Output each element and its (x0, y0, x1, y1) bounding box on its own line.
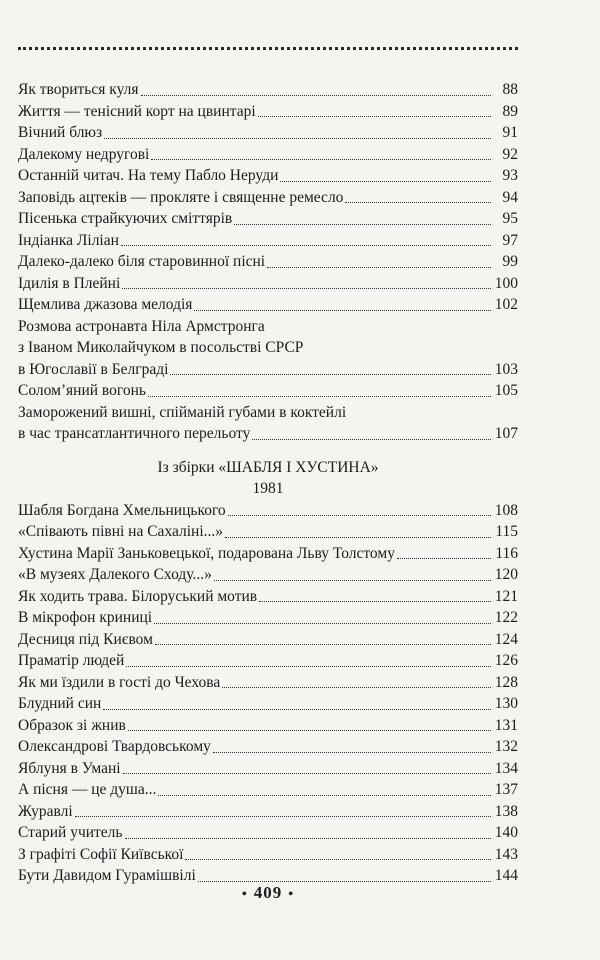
toc-entry-page: 99 (502, 253, 518, 270)
toc-entry (18, 230, 518, 252)
toc-entry-page: 122 (494, 609, 518, 626)
toc-entry-page: 120 (494, 566, 518, 583)
toc-entry-page: 121 (494, 587, 518, 605)
toc-entry-page: 97 (502, 231, 518, 249)
toc-entry-line: Заморожений вишні, спійманій губами в коктейлі (18, 403, 347, 421)
toc-entry-title: Як ми їздили в гості до Чехова (18, 673, 221, 691)
dot-leader (121, 245, 491, 246)
toc-entry-page: 89 (502, 102, 518, 120)
folio-bullet-left: • (241, 887, 248, 902)
toc-entry-title: Яблуня в Умані (18, 759, 121, 777)
toc-entry (18, 187, 518, 209)
toc-entry (18, 521, 518, 543)
dot-leader (155, 644, 491, 645)
dot-leader (170, 374, 491, 375)
toc-entry-page: 140 (494, 824, 518, 841)
dot-leader (234, 224, 491, 225)
dot-leader (128, 730, 491, 731)
toc-part-2 (18, 500, 518, 887)
toc-entry-title: в час трансатлантичного перельоту (18, 425, 251, 442)
toc-entry-page: 137 (494, 781, 518, 798)
toc-entry-page: 102 (494, 296, 518, 313)
toc-entry (18, 779, 518, 801)
toc-entry (18, 693, 518, 715)
toc-entry-page: 128 (494, 673, 518, 691)
dot-leader (104, 138, 491, 139)
toc-entry (18, 122, 518, 144)
toc-entry (18, 423, 518, 445)
toc-entry-page: 143 (494, 845, 518, 863)
toc-entry (18, 500, 518, 522)
dot-leader (122, 288, 491, 289)
toc-entry-line: з Іваном Миколайчуком в посольстві СРСР (18, 339, 304, 356)
dot-leader (194, 310, 491, 311)
toc-entry-title: Останній читач. На тему Пабло Неруди (18, 167, 279, 184)
dot-leader (213, 752, 491, 753)
toc-entry-page: 103 (494, 360, 518, 378)
toc-entry-title: Ідилія в Плейні (18, 274, 121, 292)
toc-entry-page: 144 (494, 867, 518, 884)
dot-leader (125, 838, 492, 839)
dot-leader (158, 795, 491, 796)
toc-entry (18, 822, 518, 844)
toc-entry (18, 208, 518, 230)
toc-entry-title: Хустина Марії Заньковецької, подарована Льву Толстому (18, 544, 395, 562)
toc-entry (18, 101, 518, 123)
dot-leader (103, 709, 491, 710)
toc-entry (18, 629, 518, 651)
dot-leader (228, 515, 491, 516)
toc-entry (18, 650, 518, 672)
dot-leader (258, 116, 491, 117)
toc-entry-page: 132 (494, 738, 518, 755)
toc-entry-page: 134 (494, 759, 518, 777)
toc-entry (18, 586, 518, 608)
toc-entry-title: Старий учитель (18, 824, 123, 841)
dot-leader (141, 95, 492, 96)
toc-entry-page: 124 (494, 630, 518, 648)
book-page (18, 0, 518, 960)
toc-entry-page: 91 (502, 124, 518, 141)
dot-leader (267, 267, 491, 268)
toc-entry (18, 736, 518, 758)
toc-entry-title: Бути Давидом Гурамішвілі (18, 867, 196, 884)
toc-entry-title: Десниця під Києвом (18, 630, 153, 648)
toc-entry-astronaut (18, 316, 518, 381)
toc-entry-title: «Співають півні на Сахаліні...» (18, 523, 224, 540)
toc-entry-page: 138 (494, 802, 518, 820)
toc-entry (18, 380, 518, 402)
dot-leader (222, 687, 491, 688)
dot-leader (225, 537, 491, 538)
dot-leader (75, 816, 491, 817)
toc-entry-cherry (18, 402, 518, 445)
dot-leader (148, 396, 491, 397)
dot-leader (397, 558, 491, 559)
toc-entry-title: В мікрофон криниці (18, 609, 153, 626)
toc-entry-title: Журавлі (18, 802, 73, 820)
dot-leader (154, 623, 491, 624)
toc-entry-page: 130 (494, 695, 518, 712)
toc-entry (18, 359, 518, 381)
toc-entry (18, 273, 518, 295)
section-gap (18, 445, 518, 457)
top-dotted-rule (18, 47, 518, 50)
toc-entry (18, 165, 518, 187)
toc-entry (18, 564, 518, 586)
toc-entry-title: Далекому недругові (18, 145, 150, 163)
toc-entry-title: Праматір людей (18, 652, 125, 669)
toc-entry (18, 543, 518, 565)
toc-entry (18, 758, 518, 780)
toc-entry-page: 126 (494, 652, 518, 669)
toc-entry-title: Вічний блюз (18, 124, 103, 141)
toc-entry-title: Солом’яний вогонь (18, 382, 146, 399)
toc-entry-page: 115 (495, 523, 518, 540)
toc-entry (18, 844, 518, 866)
toc-entry-line: Розмова астронавта Ніла Армстронга (18, 317, 265, 335)
toc-entry-title: «В музеях Далекого Сходу...» (18, 566, 212, 583)
toc-entry-title: А пісня — це душа... (18, 781, 157, 798)
toc-entry (18, 294, 518, 316)
toc-entry-page: 93 (502, 167, 518, 184)
page-number: 409 (253, 883, 283, 902)
dot-leader (280, 181, 491, 182)
dot-leader (345, 202, 491, 203)
dot-leader (185, 859, 491, 860)
toc-entry-title: Життя — тенісний корт на цвинтарі (18, 102, 256, 120)
page-folio (18, 883, 518, 903)
toc-entry-page: 88 (502, 81, 518, 98)
toc-entry-page: 94 (502, 188, 518, 206)
dot-leader (259, 601, 491, 602)
toc-entry-title: Пісенька страйкуючих сміттярів (18, 210, 233, 227)
toc-entry (18, 144, 518, 166)
toc-entry-title: Далеко-далеко біля старовинної пісні (18, 253, 266, 270)
dot-leader (126, 666, 491, 667)
toc-entry-title: Як твориться куля (18, 81, 139, 98)
dot-leader (123, 773, 491, 774)
table-of-contents (18, 79, 518, 887)
toc-entry-page: 105 (494, 382, 518, 399)
section-year: 1981 (252, 480, 284, 497)
toc-entry-title: Шабля Богдана Хмельницького (18, 501, 226, 519)
toc-entry-title: Заповідь ацтеків — прокляте і священне ремесло (18, 188, 344, 206)
toc-entry-page: 95 (502, 210, 518, 227)
toc-entry-page: 92 (502, 145, 518, 163)
toc-entry (18, 715, 518, 737)
toc-entry (18, 801, 518, 823)
dot-leader (198, 881, 491, 882)
toc-entry-title: в Югославії в Белграді (18, 360, 169, 378)
dot-leader (252, 439, 491, 440)
dot-leader (214, 580, 491, 581)
toc-entry (18, 251, 518, 273)
dot-leader (151, 159, 491, 160)
toc-part-1 (18, 79, 518, 316)
toc-entry-title: Блудний син (18, 695, 102, 712)
toc-entry-title: Образок зі жнив (18, 716, 126, 734)
toc-entry-page: 108 (494, 501, 518, 519)
toc-entry-page: 100 (494, 274, 518, 292)
toc-entry-title: Індіанка Ліліан (18, 231, 119, 249)
section-heading: Із збірки «ШАБЛЯ І ХУСТИНА» (157, 458, 379, 476)
folio-bullet-right: • (288, 887, 295, 902)
toc-entry-title: Олександрові Твардовському (18, 738, 211, 755)
toc-entry-title: Щемлива джазова мелодія (18, 296, 193, 313)
toc-entry-title: З графіті Софії Київської (18, 845, 184, 863)
toc-entry (18, 79, 518, 101)
toc-entry-page: 107 (494, 425, 518, 442)
toc-entry-page: 131 (494, 716, 518, 734)
toc-entry (18, 607, 518, 629)
toc-entry-page: 116 (495, 544, 518, 562)
toc-entry-title: Як ходить трава. Білоруський мотив (18, 587, 258, 605)
toc-entry (18, 672, 518, 694)
